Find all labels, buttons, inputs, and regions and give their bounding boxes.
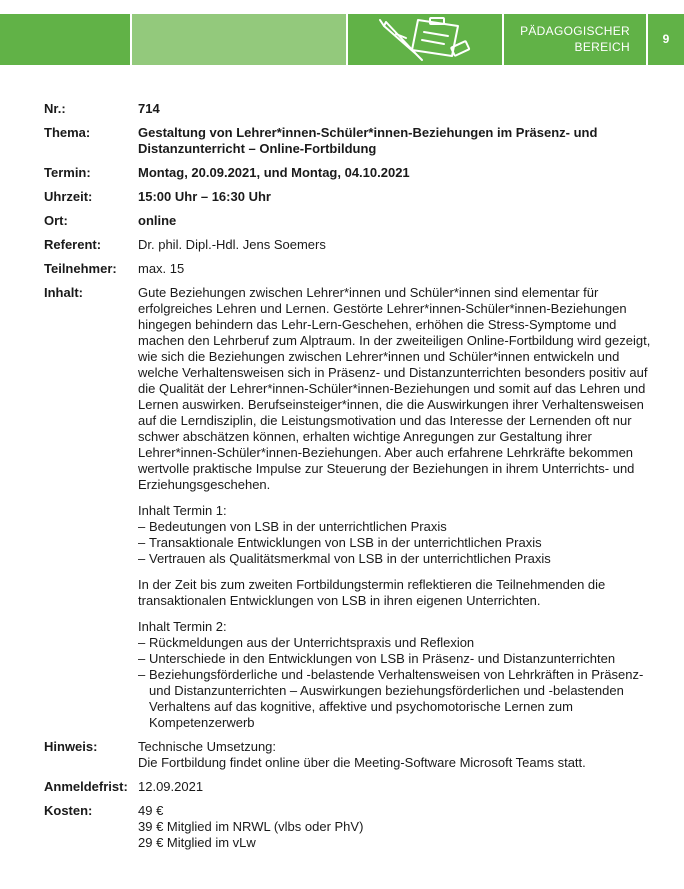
row-referent — [44, 237, 654, 253]
list-item: – Bedeutungen von LSB in der unterrichtlichen Praxis — [138, 519, 654, 535]
pencil-clipboard-eraser-icon — [378, 16, 474, 62]
list-item: – Transaktionale Entwicklungen von LSB in der unterrichtlichen Praxis — [138, 535, 654, 551]
field-label: Teilnehmer: — [44, 261, 117, 276]
termin1-list — [138, 519, 654, 567]
row-nr — [44, 101, 654, 117]
course-location: online — [138, 213, 177, 228]
termin2-title: Inhalt Termin 2: — [138, 619, 227, 634]
row-hinweis — [44, 739, 654, 771]
cost-line: 39 € Mitglied im NRWL (vlbs oder PhV) — [138, 819, 364, 834]
course-topic: Gestaltung von Lehrer*innen-Schüler*innen-Beziehungen im Präsenz- und Distanzunterricht – Online-Fortbildung — [138, 125, 598, 156]
course-details — [44, 101, 654, 859]
field-label: Referent: — [44, 237, 102, 252]
registration-deadline: 12.09.2021 — [138, 779, 204, 794]
header-bar-segment — [132, 14, 346, 65]
field-label: Termin: — [44, 165, 91, 180]
header-bar-segment — [0, 14, 130, 65]
list-item: – Unterschiede in den Entwicklungen von LSB in Präsenz- und Distanzunterrichten — [138, 651, 654, 667]
field-label: Kosten: — [44, 803, 93, 818]
course-participants: max. 15 — [138, 261, 185, 276]
course-content — [138, 285, 654, 731]
course-time: 15:00 Uhr – 16:30 Uhr — [138, 189, 271, 204]
list-item: – Beziehungsförderliche und -belastende Verhaltensweisen von Lehrkräften in Präsenz- und Distanzunterrichten – Auswirkungen beziehungsförderlichen und -belastenden Verhaltens auf das kognitive, affektive und psychomotorische Lernen zum Kompetenzerwerb — [138, 667, 654, 731]
course-note — [138, 739, 654, 771]
list-item: – Rückmeldungen aus der Unterrichtspraxis und Reflexion — [138, 635, 654, 651]
course-speaker: Dr. phil. Dipl.-Hdl. Jens Soemers — [138, 237, 326, 252]
cost-line: 49 € — [138, 803, 164, 818]
row-thema — [44, 125, 654, 157]
section-title: PÄDAGOGISCHER BEREICH — [520, 24, 630, 54]
row-kosten — [44, 803, 654, 851]
field-label: Hinweis: — [44, 739, 98, 754]
row-termin — [44, 165, 654, 181]
row-uhrzeit — [44, 189, 654, 205]
termin2-section — [138, 619, 654, 731]
field-label: Anmeldefrist: — [44, 779, 128, 794]
course-costs — [138, 803, 654, 851]
field-label: Uhrzeit: — [44, 189, 93, 204]
field-label: Nr.: — [44, 101, 66, 116]
field-label: Ort: — [44, 213, 68, 228]
content-between: In der Zeit bis zum zweiten Fortbildungstermin reflektieren die Teilnehmenden die transaktionalen Entwicklungen von LSB in ihren eigenen Unterrichten. — [138, 577, 606, 608]
termin1-title: Inhalt Termin 1: — [138, 503, 227, 518]
note-line: Technische Umsetzung: — [138, 739, 277, 754]
content-intro: Gute Beziehungen zwischen Lehrer*innen und Schüler*innen sind elementar für erfolgreiches Lehren und Lernen. Gestörte Lehrer*innen-Schüler*innen-Beziehungen hingegen behindern das Lehr-Lern-Geschehen, erhöhen die Stress-Symptome und machen den Lehrberuf zum Alptraum. In der zweiteiligen Online-Fortbildung wird gezeigt, wie sich die Beziehungen zwischen Lehrer*innen und Schüler*innen entwickeln und welche Verhaltensweisen sich in Präsenz- und Distanzunterrichten besonders positiv auf die Qualität der Lehrer*innen-Schüler*innen-Beziehungen und somit auf das Lehren und Lernen auswirken. Berufseinsteiger*innen, die die Auswirkungen ihrer Verhaltensweisen auf die Lerndisziplin, die Leistungsmotivation und das Interesse der Lernenden oft nur schwer abschätzen können, erhalten wichtige Anregungen zur Gestaltung ihrer Lehrer*innen-Schüler*innen-Beziehungen. Aber auch erfahrene Lehrkräfte bekommen wertvolle praktische Impulse zur Steuerung der Beziehungen in ihrem Unterrichts- und Erziehungsgeschehen. — [138, 285, 651, 492]
field-label: Inhalt: — [44, 285, 83, 300]
cost-line: 29 € Mitglied im vLw — [138, 835, 256, 850]
page-number: 9 — [662, 32, 670, 46]
course-dates: Montag, 20.09.2021, und Montag, 04.10.2021 — [138, 165, 410, 180]
row-anmeldefrist — [44, 779, 654, 795]
row-teilnehmer — [44, 261, 654, 277]
row-ort — [44, 213, 654, 229]
termin2-list — [138, 635, 654, 731]
list-item: – Vertrauen als Qualitätsmerkmal von LSB in der unterrichtlichen Praxis — [138, 551, 654, 567]
row-inhalt — [44, 285, 654, 731]
note-line: Die Fortbildung findet online über die Meeting-Software Microsoft Teams statt. — [138, 755, 586, 770]
termin1-section — [138, 503, 654, 567]
field-label: Thema: — [44, 125, 91, 140]
course-number: 714 — [138, 101, 160, 116]
page-header — [0, 14, 684, 65]
